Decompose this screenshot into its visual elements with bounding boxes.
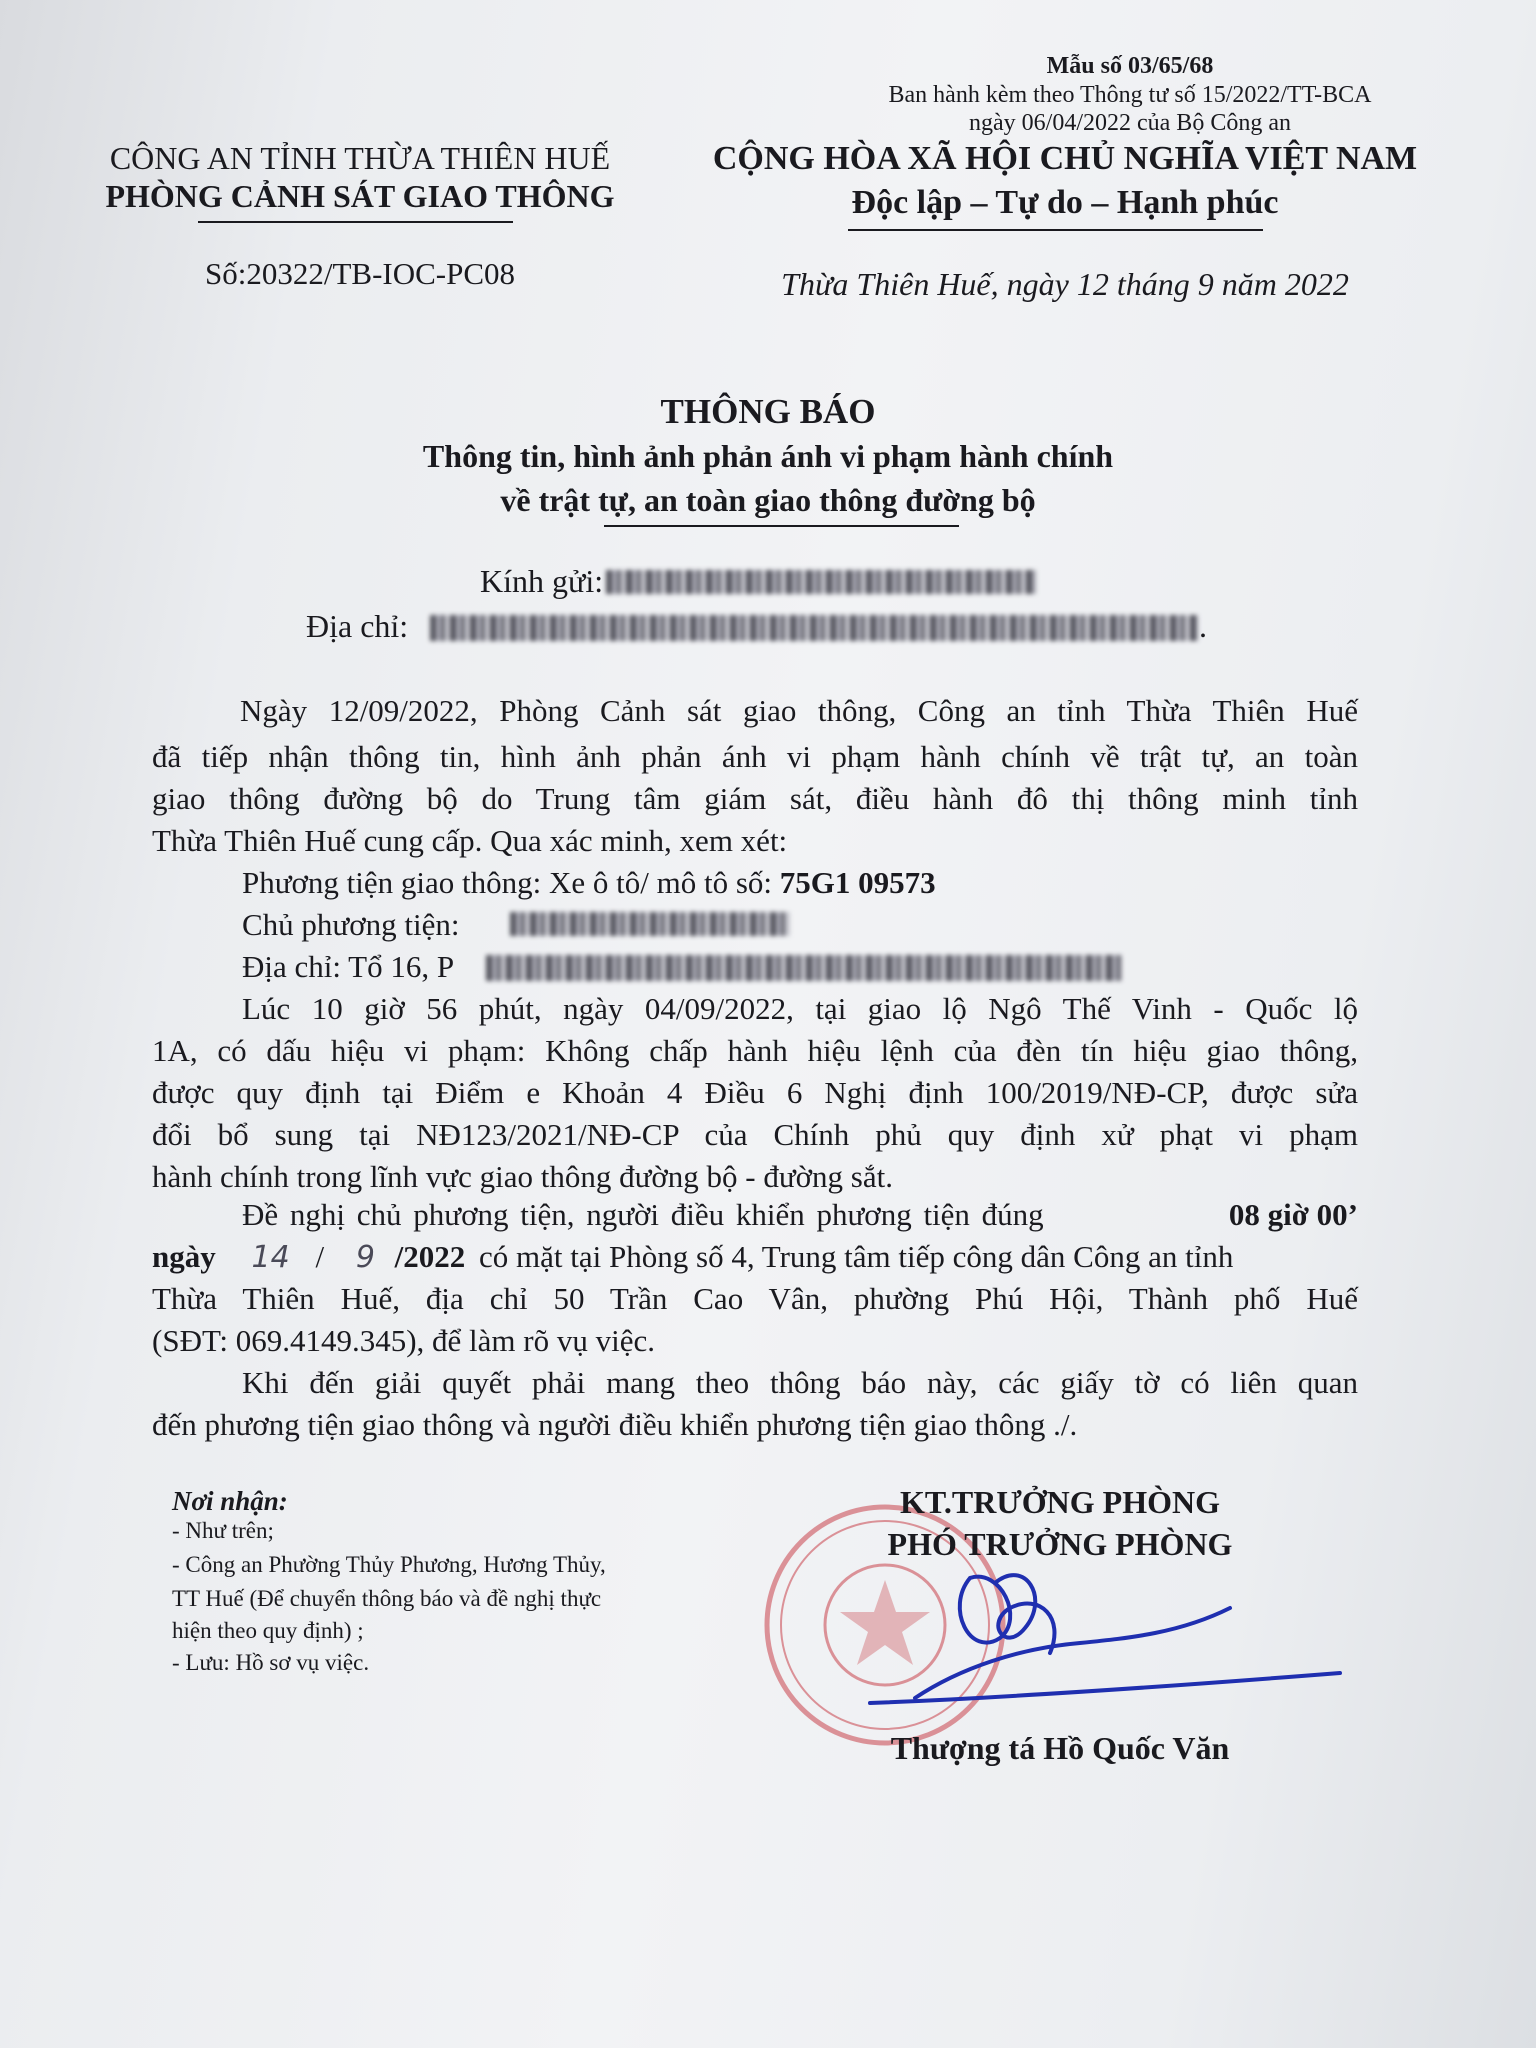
notice-subtitle-line2: về trật tự, an toàn giao thông đường bộ [500, 482, 1036, 518]
owner-address-redacted [486, 955, 1122, 981]
recipient-address-end: . [1199, 608, 1207, 644]
body-p3-line3: Thừa Thiên Huế, địa chỉ 50 Trần Cao Vân, phường Phú Hội, Thành phố Huế [152, 1281, 1358, 1316]
appointment-day-handwritten: 14 [251, 1240, 290, 1275]
body-p2-line1: Lúc 10 giờ 56 phút, ngày 04/09/2022, tại giao lộ Ngô Thế Vinh - Quốc lộ [242, 991, 1358, 1026]
recipients-item-2: - Công an Phường Thủy Phương, Hương Thủy, [172, 1552, 606, 1577]
signature-title-1: KT.TRƯỞNG PHÒNG [900, 1484, 1220, 1520]
national-motto: Độc lập – Tự do – Hạnh phúc [851, 184, 1279, 221]
recipients-item-3: TT Huế (Để chuyển thông báo và đề nghị thực [172, 1586, 602, 1611]
body-p3-line2 [152, 1238, 1358, 1277]
appointment-month-handwritten: 9 [355, 1240, 375, 1275]
document-number: Số:20322/TB-IOC-PC08 [204, 256, 516, 291]
body-p2-line2: 1A, có dấu hiệu vi phạm: Không chấp hành hiệu lệnh của đèn tín hiệu giao thông, [152, 1033, 1358, 1068]
vehicle-label-text: Phương tiện giao thông: Xe ô tô/ mô tô số: [242, 865, 773, 900]
body-p2-line4: đổi bổ sung tại NĐ123/2021/NĐ-CP của Chính phủ quy định xử phạt vi phạm [152, 1117, 1358, 1152]
issuer-org-line2: PHÒNG CẢNH SÁT GIAO THÔNG [105, 178, 615, 214]
form-ref-line2: ngày 06/04/2022 của Bộ Công an [969, 110, 1291, 136]
appointment-year: /2022 [394, 1239, 466, 1274]
notice-title: THÔNG BÁO [660, 392, 876, 431]
recipient-label: Kính gửi: [480, 563, 604, 599]
body-p3-line1-text: Đề nghị chủ phương tiện, người điều khiển phương tiện đúng [242, 1197, 1044, 1232]
appointment-time: 08 giờ 00’ [1228, 1197, 1358, 1232]
owner-address: Địa chỉ: Tổ 16, P [242, 949, 455, 984]
body-p4-line2: đến phương tiện giao thông và người điều khiển phương tiện giao thông ./. [152, 1407, 1078, 1442]
recipients-item-1: - Như trên; [172, 1518, 274, 1543]
recipients-item-5: - Lưu: Hồ sơ vụ việc. [172, 1650, 370, 1675]
signer-name: Thượng tá Hồ Quốc Văn [890, 1730, 1230, 1766]
title-underline [604, 525, 959, 527]
issuer-org-line1: CÔNG AN TỈNH THỪA THIÊN HUẾ [109, 140, 611, 176]
form-ref-line1: Ban hành kèm theo Thông tư số 15/2022/TT-BCA [888, 82, 1372, 108]
appointment-date-slash: / [315, 1239, 325, 1274]
recipients-item-4: hiện theo quy định) ; [172, 1618, 364, 1643]
place-date: Thừa Thiên Huế, ngày 12 tháng 9 năm 2022 [781, 266, 1349, 302]
body-p1-line2: đã tiếp nhận thông tin, hình ảnh phản ánh vi phạm hành chính về trật tự, an toàn [152, 739, 1358, 774]
body-p4-line1: Khi đến giải quyết phải mang theo thông báo này, các giấy tờ có liên quan [242, 1365, 1358, 1400]
body-p2-line3: được quy định tại Điểm e Khoản 4 Điều 6 Nghị định 100/2019/NĐ-CP, được sửa [152, 1075, 1358, 1110]
motto-underline [848, 229, 1263, 231]
recipient-name-redacted [606, 570, 1036, 594]
recipients-title: Nơi nhận: [172, 1486, 288, 1516]
body-p3-line2-rest: có mặt tại Phòng số 4, Trung tâm tiếp công dân Công an tỉnh [479, 1239, 1234, 1274]
vehicle-plate: 75G1 09573 [779, 865, 936, 900]
body-p1-line4: Thừa Thiên Huế cung cấp. Qua xác minh, xem xét: [152, 823, 788, 858]
handwritten-signature [850, 1548, 1350, 1718]
national-title: CỘNG HÒA XÃ HỘI CHỦ NGHĨA VIỆT NAM [712, 140, 1418, 177]
body-p3-line1 [242, 1196, 1358, 1234]
vehicle-label [242, 864, 936, 902]
body-p1-line3: giao thông đường bộ do Trung tâm giám sát, điều hành đô thị thông minh tỉnh [152, 781, 1358, 816]
body-p2-line5: hành chính trong lĩnh vực giao thông đường bộ - đường sắt. [152, 1159, 893, 1194]
body-p1-line1: Ngày 12/09/2022, Phòng Cảnh sát giao thông, Công an tỉnh Thừa Thiên Huế [240, 693, 1358, 728]
recipient-address-label: Địa chỉ: [306, 608, 409, 644]
signature-title-2: PHÓ TRƯỞNG PHÒNG [887, 1526, 1233, 1562]
owner-name-redacted [510, 912, 790, 936]
notice-subtitle-line1: Thông tin, hình ảnh phản ánh vi phạm hành chính [422, 438, 1114, 474]
body-p3-line4: (SĐT: 069.4149.345), để làm rõ vụ việc. [152, 1323, 655, 1358]
appointment-ngay-label: ngày [152, 1239, 216, 1274]
issuer-underline [198, 221, 513, 223]
recipient-address-redacted [430, 615, 1198, 641]
owner-label: Chủ phương tiện: [242, 907, 460, 942]
form-number: Mẫu số 03/65/68 [1046, 53, 1214, 79]
